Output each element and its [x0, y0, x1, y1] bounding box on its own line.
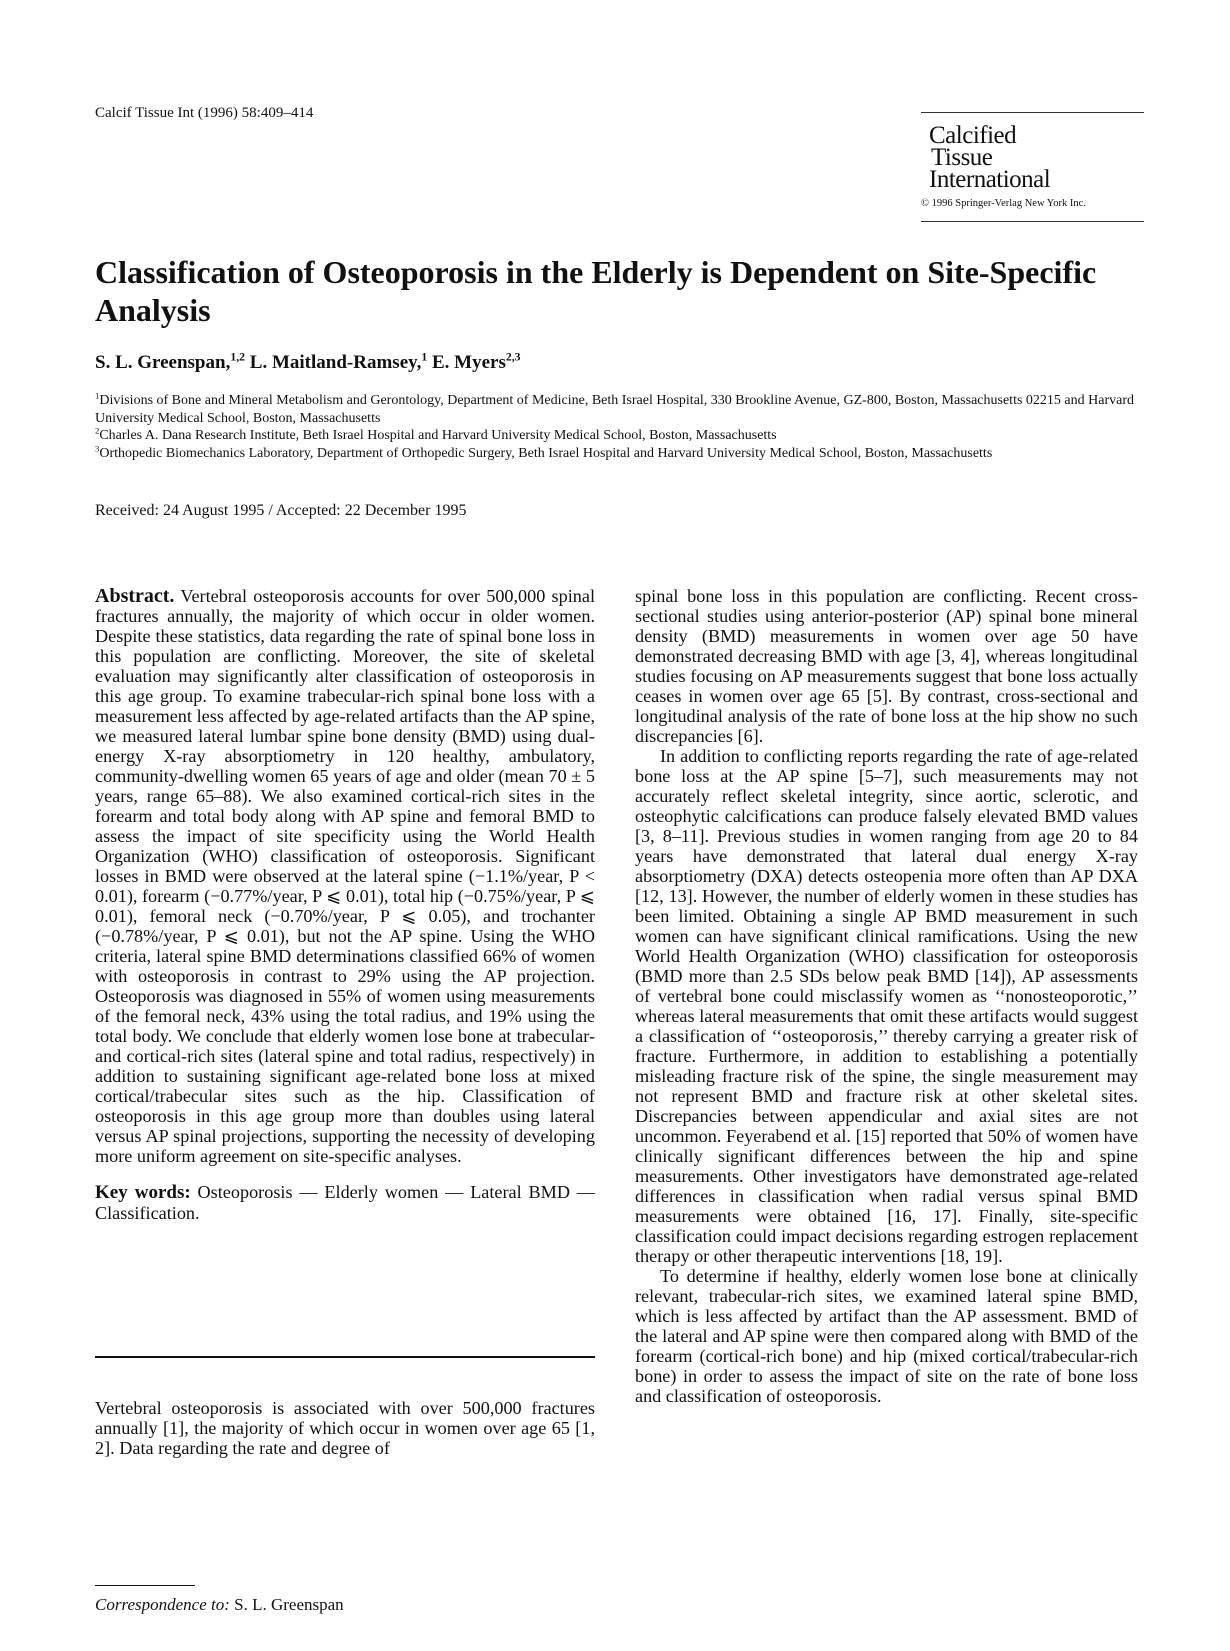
journal-logo-line-2: Tissue — [931, 144, 993, 171]
affiliation-text: Orthopedic Biomechanics Laboratory, Department of Orthopedic Surgery, Beth Israel Hospital and Harvard University Medical School, Boston, Massachusetts — [99, 445, 993, 461]
journal-logo-line-3: International — [929, 166, 1051, 193]
journal-citation: Calcif Tissue Int (1996) 58:409–414 — [95, 105, 314, 121]
affiliation-number: 3 — [95, 442, 100, 453]
author-name: L. Maitland-Ramsey, — [249, 352, 422, 373]
affiliation — [95, 427, 1145, 445]
abstract — [95, 586, 595, 1166]
abstract-heading: Abstract. — [95, 585, 175, 607]
body-paragraph: To determine if healthy, elderly women lose bone at clinically relevant, trabecular-rich sites, we examined lateral spine BMD, which is less affected by artifact than the AP assessment. BMD of the lateral and AP spine were then compared along with BMD of the forearm (cortical-rich bone) and hip (mixed cortical/trabecular-rich bone) in order to assess the impact of site on the rate of bone loss and classification of osteoporosis. — [635, 1266, 1138, 1406]
author-affiliation-marker: 1 — [421, 350, 428, 364]
affiliation-text: Divisions of Bone and Mineral Metabolism and Gerontology, Department of Medicine, Beth Israel Hospital, 330 Brookline Avenue, GZ-800, Boston, Massachusetts 02215 and Harvard University Medical School, Boston, Massachusetts — [95, 393, 1134, 426]
copyright-notice: © 1996 Springer-Verlag New York Inc. — [921, 198, 1086, 209]
introduction-start — [95, 1398, 595, 1458]
correspondence-footnote — [95, 1595, 344, 1615]
correspondence-label: Correspondence to: — [95, 1595, 230, 1614]
section-divider — [95, 1356, 595, 1358]
affiliation — [95, 442, 1145, 463]
keywords-text: Osteoporosis — Elderly women — Lateral BMD — Classification. — [95, 1182, 595, 1223]
right-column — [635, 586, 1138, 1406]
author-affiliation-marker: 1,2 — [230, 350, 246, 364]
affiliation-number: 2 — [95, 425, 100, 436]
body-paragraph: spinal bone loss in this population are conflicting. Recent cross-sectional studies using anterior-posterior (AP) spinal bone mineral density (BMD) measurements in women over age 50 have demonstrated decreasing BMD with age [3, 4], whereas longitudinal studies focusing on AP measurements suggest that bone loss actually ceases in women over age 65 [5]. By contrast, cross-sectional and longitudinal analysis of the rate of bone loss at the hip show no such discrepancies [6]. — [635, 586, 1138, 746]
received-dates: Received: 24 August 1995 / Accepted: 22 December 1995 — [95, 502, 467, 519]
journal-logo — [929, 122, 1051, 193]
author-list — [95, 352, 521, 374]
affiliation — [95, 392, 1145, 427]
affiliation-number: 1 — [95, 390, 100, 401]
affiliation-text: Charles A. Dana Research Institute, Beth Israel Hospital and Harvard University Medical School, Boston, Massachusetts — [99, 428, 777, 443]
body-paragraph: In addition to conflicting reports regarding the rate of age-related bone loss at the AP spine [5–7], such measurements may not accurately reflect skeletal integrity, since aortic, sclerotic, and osteophytic calcifications can produce falsely elevated BMD values [3, 8–11]. Previous studies in women ranging from age 20 to 84 years have demonstrated that lateral dual energy X-ray absorptiometry (DXA) detects osteopenia more often than AP DXA [12, 13]. However, the number of elderly women in these studies has been limited. Obtaining a single AP BMD measurement in such women can have significant clinical ramifications. Using the new World Health Organization (WHO) classification for osteoporosis (BMD more than 2.5 SDs below peak BMD [14]), AP assessments of vertebral bone could misclassify women as ‘‘nonosteoporotic,’’ whereas lateral measurements that omit these artifacts would suggest a classification of ‘‘osteoporosis,’’ thereby carrying a greater risk of fracture. Furthermore, in addition to establishing a potentially misleading fracture risk of the spine, the single measurement may not represent BMD and fracture risk at other skeletal sites. Discrepancies between appendicular and axial sites are not uncommon. Feyerabend et al. [15] reported that 50% of women have clinically significant differences between the hip and spine measurements. Other investigators have demonstrated age-related differences in classification when radial versus spinal BMD measurements were obtained [16, 17]. Finally, site-specific classification could impact decisions regarding estrogen replacement therapy or other therapeutic interventions [18, 19]. — [635, 746, 1138, 1266]
journal-logo-block — [921, 112, 1144, 222]
affiliations — [95, 392, 1145, 462]
correspondence-name: S. L. Greenspan — [234, 1595, 344, 1614]
abstract-text: Vertebral osteoporosis accounts for over 500,000 spinal fractures annually, the majority of which occur in older women. Despite these statistics, data regarding the rate of spinal bone loss in this population are conflicting. Moreover, the site of skeletal evaluation may significantly alter classification of osteoporosis in this age group. To examine trabecular-rich spinal bone loss with a measurement less affected by age-related artifacts than the AP spine, we measured lateral lumbar spine bone density (BMD) using dual-energy X-ray absorptiometry in 120 healthy, ambulatory, community-dwelling women 65 years of age and older (mean 70 ± 5 years, range 65–88). We also examined cortical-rich sites in the forearm and total body along with AP spine and femoral BMD to assess the impact of site specificity using the World Health Organization (WHO) classification of osteoporosis. Significant losses in BMD were observed at the lateral spine (−1.1%/year, P < 0.01), forearm (−0.77%/year, P ⩽ 0.01), total hip (−0.75%/year, P ⩽ 0.01), femoral neck (−0.70%/year, P ⩽ 0.05), and trochanter (−0.78%/year, P ⩽ 0.01), but not the AP spine. Using the WHO criteria, lateral spine BMD determinations classified 66% of women with osteoporosis in contrast to 29% using the AP projection. Osteoporosis was diagnosed in 55% of women using measurements of the femoral neck, 43% using the total radius, and 19% using the total body. We conclude that elderly women lose bone at trabecular- and cortical-rich sites (lateral spine and total radius, respectively) in addition to sustaining significant age-related bone loss at mixed cortical/trabecular sites such as the hip. Classification of osteoporosis in this age group more than doubles using lateral versus AP spinal projections, supporting the necessity of developing more uniform agreement on site-specific analyses. — [95, 586, 596, 1166]
footnote-divider — [95, 1585, 195, 1586]
keywords-heading: Key words: — [95, 1182, 191, 1203]
author-name: S. L. Greenspan, — [95, 352, 231, 373]
journal-logo-line-1: Calcified — [929, 122, 1017, 149]
keywords — [95, 1182, 595, 1223]
article-title: Classification of Osteoporosis in the Elderly is Dependent on Site-Specific Analysis — [95, 254, 1097, 328]
body-paragraph: Vertebral osteoporosis is associated with over 500,000 fractures annually [1], the majority of which occur in women over age 65 [1, 2]. Data regarding the rate and degree of — [95, 1398, 595, 1458]
author-affiliation-marker: 2,3 — [505, 350, 521, 364]
left-column — [95, 586, 595, 1223]
author-name: E. Myers — [431, 352, 506, 373]
